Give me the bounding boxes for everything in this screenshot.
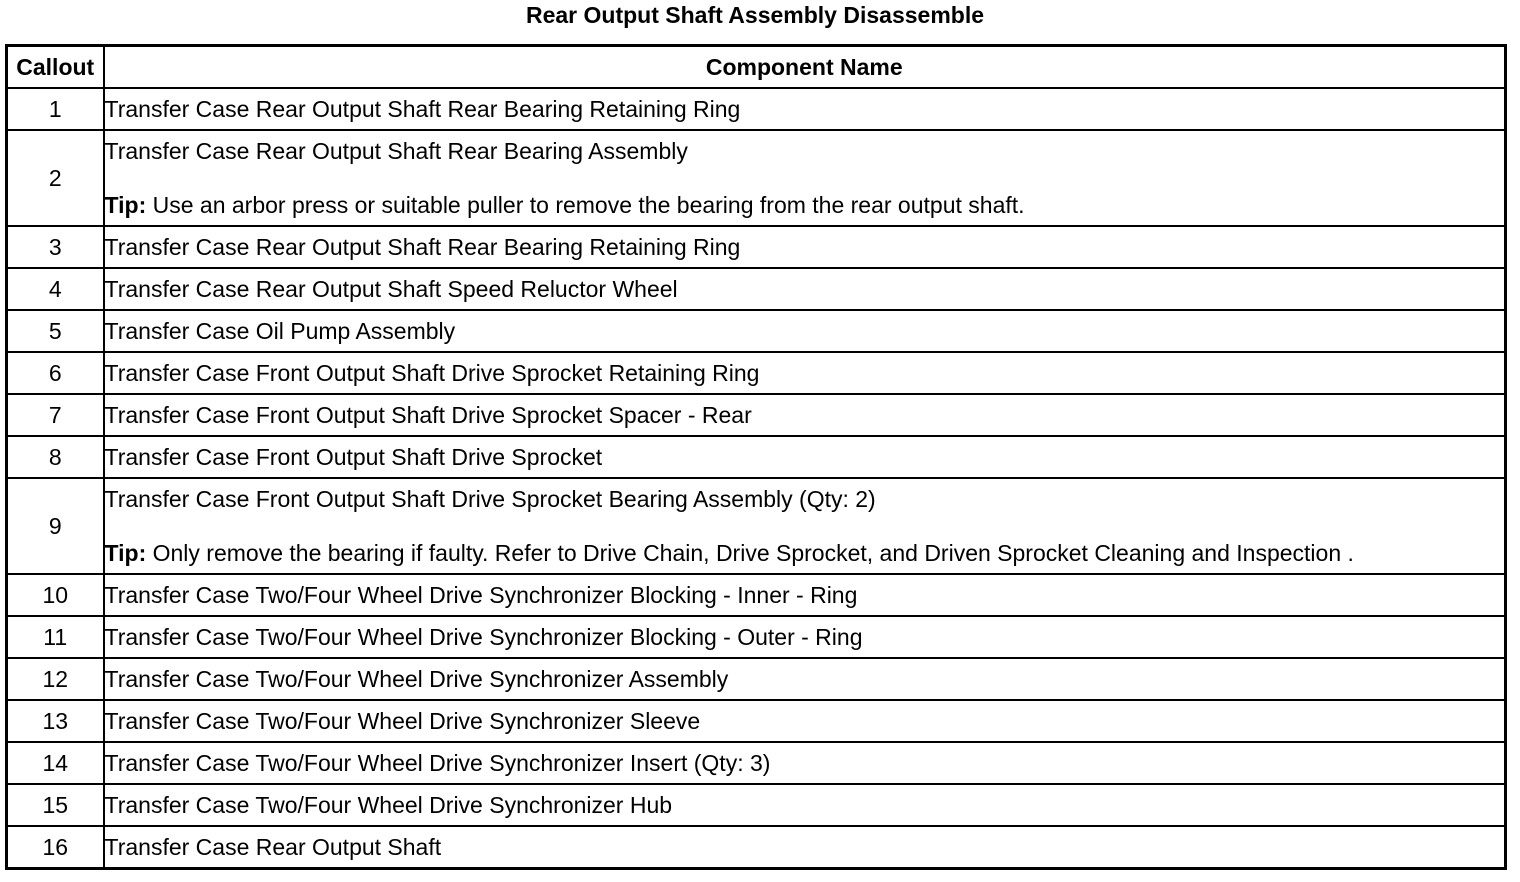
callout-cell: 7 bbox=[7, 394, 104, 436]
callout-cell: 8 bbox=[7, 436, 104, 478]
component-name-cell: Transfer Case Rear Output Shaft Rear Bearing Retaining Ring bbox=[104, 226, 1506, 268]
callout-cell: 11 bbox=[7, 616, 104, 658]
table-row bbox=[7, 616, 1506, 658]
component-name-cell: Transfer Case Rear Output Shaft Speed Reluctor Wheel bbox=[104, 268, 1506, 310]
table-row bbox=[7, 784, 1506, 826]
callout-column-header: Callout bbox=[7, 46, 104, 89]
table-row bbox=[7, 742, 1506, 784]
table-row bbox=[7, 436, 1506, 478]
component-name-cell: Transfer Case Front Output Shaft Drive Sprocket bbox=[104, 436, 1506, 478]
component-name-cell bbox=[104, 130, 1506, 226]
table-row bbox=[7, 826, 1506, 869]
component-name-cell: Transfer Case Two/Four Wheel Drive Synchronizer Insert (Qty: 3) bbox=[104, 742, 1506, 784]
tip-label: Tip: bbox=[104, 192, 147, 218]
component-name-cell bbox=[104, 478, 1506, 574]
table-header-row bbox=[7, 46, 1506, 89]
table-row bbox=[7, 88, 1506, 130]
callout-cell: 6 bbox=[7, 352, 104, 394]
component-name-cell: Transfer Case Two/Four Wheel Drive Synchronizer Sleeve bbox=[104, 700, 1506, 742]
callout-cell: 12 bbox=[7, 658, 104, 700]
tip-text: Use an arbor press or suitable puller to remove the bearing from the rear output shaft. bbox=[146, 192, 1025, 218]
table-row bbox=[7, 226, 1506, 268]
tip-text: Only remove the bearing if faulty. Refer to Drive Chain, Drive Sprocket, and Driven Sprocket Cleaning and Inspection . bbox=[146, 540, 1354, 566]
component-name-cell: Transfer Case Front Output Shaft Drive Sprocket Retaining Ring bbox=[104, 352, 1506, 394]
table-row bbox=[7, 130, 1506, 226]
callout-cell: 15 bbox=[7, 784, 104, 826]
callout-cell: 2 bbox=[7, 130, 104, 226]
callout-cell: 3 bbox=[7, 226, 104, 268]
component-name: Transfer Case Front Output Shaft Drive Sprocket Bearing Assembly (Qty: 2) bbox=[104, 486, 876, 512]
table-row bbox=[7, 310, 1506, 352]
callout-cell: 13 bbox=[7, 700, 104, 742]
table-row bbox=[7, 478, 1506, 574]
table-body bbox=[7, 88, 1506, 869]
component-name-column-header: Component Name bbox=[104, 46, 1506, 89]
tip-note bbox=[105, 540, 1505, 566]
component-name-cell: Transfer Case Oil Pump Assembly bbox=[104, 310, 1506, 352]
callout-cell: 1 bbox=[7, 88, 104, 130]
callout-cell: 10 bbox=[7, 574, 104, 616]
component-name-cell: Transfer Case Two/Four Wheel Drive Synchronizer Blocking - Outer - Ring bbox=[104, 616, 1506, 658]
callout-cell: 4 bbox=[7, 268, 104, 310]
callout-cell: 5 bbox=[7, 310, 104, 352]
component-name-cell: Transfer Case Two/Four Wheel Drive Synchronizer Assembly bbox=[104, 658, 1506, 700]
component-name-cell: Transfer Case Front Output Shaft Drive Sprocket Spacer - Rear bbox=[104, 394, 1506, 436]
tip-label: Tip: bbox=[104, 540, 147, 566]
table-row bbox=[7, 658, 1506, 700]
page-title: Rear Output Shaft Assembly Disassemble bbox=[525, 2, 984, 28]
component-name-cell: Transfer Case Two/Four Wheel Drive Synchronizer Hub bbox=[104, 784, 1506, 826]
callout-cell: 16 bbox=[7, 826, 104, 869]
components-table bbox=[5, 44, 1507, 870]
component-name: Transfer Case Rear Output Shaft Rear Bearing Assembly bbox=[104, 138, 688, 164]
table-row bbox=[7, 352, 1506, 394]
component-name-cell: Transfer Case Two/Four Wheel Drive Synchronizer Blocking - Inner - Ring bbox=[104, 574, 1506, 616]
callout-cell: 9 bbox=[7, 478, 104, 574]
callout-cell: 14 bbox=[7, 742, 104, 784]
component-name-cell: Transfer Case Rear Output Shaft bbox=[104, 826, 1506, 869]
table-row bbox=[7, 700, 1506, 742]
table-row bbox=[7, 574, 1506, 616]
table-row bbox=[7, 394, 1506, 436]
table-row bbox=[7, 268, 1506, 310]
tip-note bbox=[105, 192, 1505, 218]
component-name-cell: Transfer Case Rear Output Shaft Rear Bearing Retaining Ring bbox=[104, 88, 1506, 130]
